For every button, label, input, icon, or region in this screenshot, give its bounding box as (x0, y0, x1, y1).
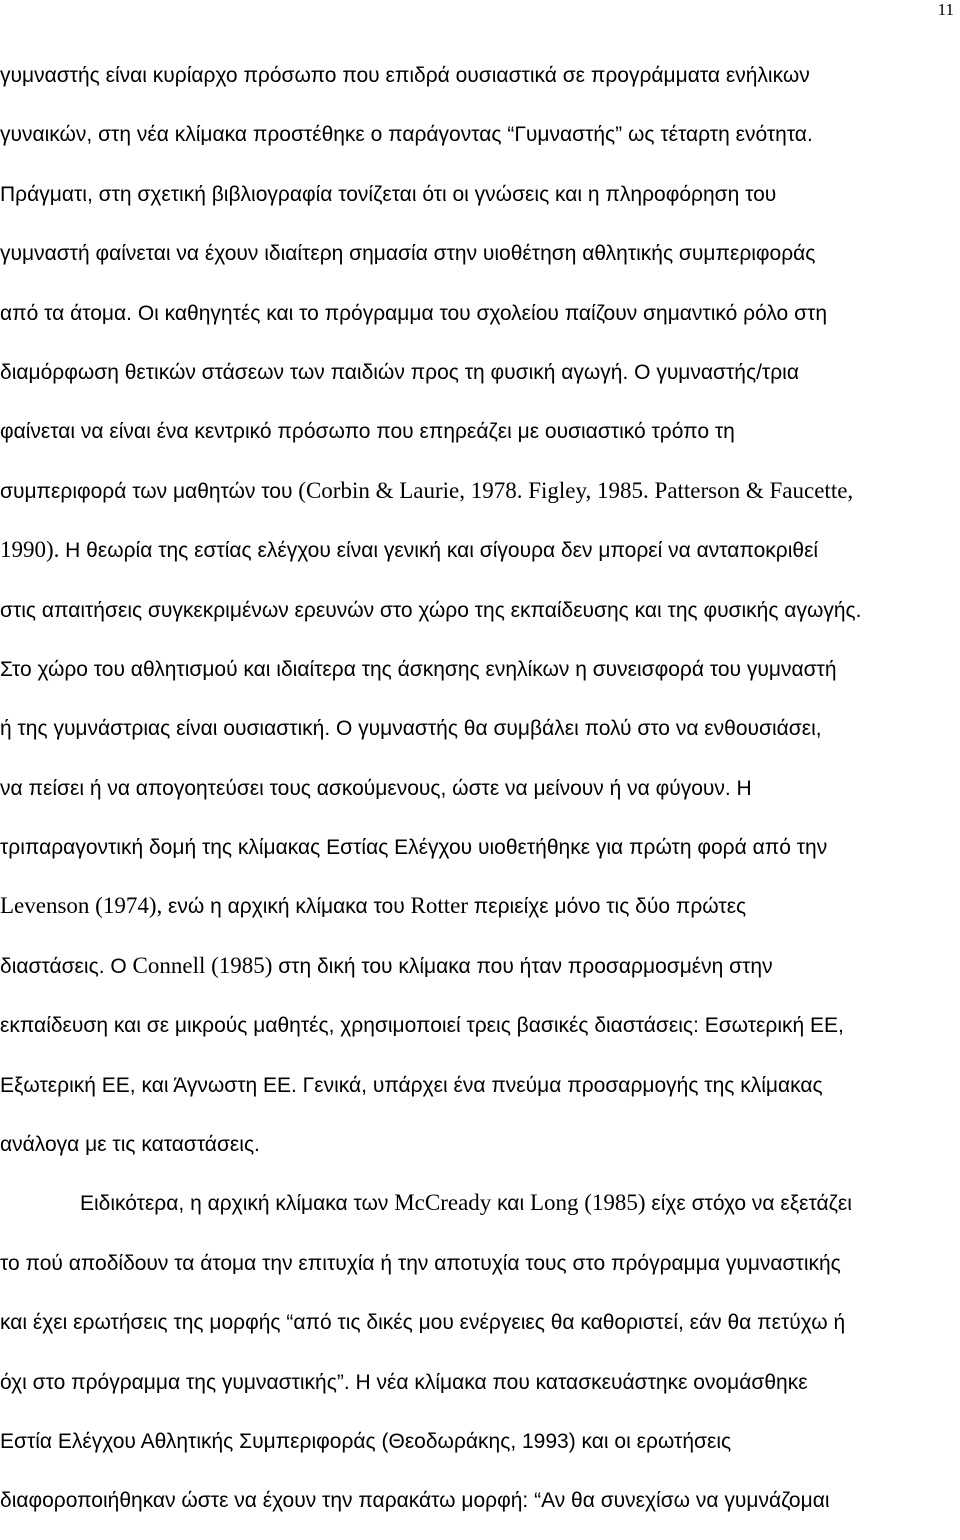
text-line (0, 411, 960, 470)
text-line (0, 530, 960, 589)
document-body (0, 55, 960, 1540)
text-segment: Connell (1985) (132, 952, 279, 978)
text-segment: και (497, 1192, 530, 1216)
text-segment: γυναικών, στη νέα κλίμακα προστέθηκε ο παράγοντας “Γυμναστής” ως τέταρτη ενότητα. (0, 123, 813, 147)
text-line (0, 293, 960, 352)
text-line (0, 55, 960, 114)
text-segment: φαίνεται να είναι ένα κεντρικό πρόσωπο που επηρεάζει με ουσιαστικό τρόπο τη (0, 420, 735, 444)
text-segment: γυμναστή φαίνεται να έχουν ιδιαίτερη σημασία στην υιοθέτηση αθλητικής συμπεριφοράς (0, 242, 816, 266)
text-line (0, 649, 960, 708)
text-segment: είχε στόχο να εξετάζει (651, 1192, 852, 1216)
text-segment: McCready (394, 1190, 498, 1216)
text-segment: εκπαίδευση και σε μικρούς μαθητές, χρησιμοποιεί τρεις βασικές διαστάσεις: Εσωτερική ΕΕ, (0, 1014, 844, 1038)
text-segment: ή της γυμνάστριας είναι ουσιαστική. Ο γυμναστής θα συμβάλει πολύ στο να ενθουσιάσει, (0, 717, 822, 741)
text-segment: (Corbin & Laurie, 1978. Figley, 1985. Patterson & Faucette, (298, 477, 854, 503)
text-segment: ανάλογα με τις καταστάσεις. (0, 1133, 260, 1157)
text-line (0, 768, 960, 827)
text-line (0, 471, 960, 530)
text-segment: διαφοροποιήθηκαν ώστε να έχουν την παρακάτω μορφή: “Αν θα συνεχίσω να γυμνάζομαι (0, 1489, 830, 1513)
text-segment: Πράγματι, στη σχετική βιβλιογραφία τονίζεται ότι οι γνώσεις και η πληροφόρηση του (0, 182, 777, 206)
text-segment: να πείσει ή να απογοητεύσει τους ασκούμενους, ώστε να μείνουν ή να φύγουν. Η (0, 776, 752, 800)
text-line (0, 1124, 960, 1183)
text-segment: Στο χώρο του αθλητισμού και ιδιαίτερα της άσκησης ενηλίκων η συνεισφορά του γυμναστή (0, 657, 837, 681)
text-line (0, 1005, 960, 1064)
text-segment: Rotter (410, 893, 474, 919)
text-line (0, 352, 960, 411)
text-segment: και έχει ερωτήσεις της μορφής “από τις δικές μου ενέργειες θα καθοριστεί, εάν θα πετύχω ή (0, 1311, 846, 1335)
text-line (0, 827, 960, 886)
text-line (0, 708, 960, 767)
text-line (0, 233, 960, 292)
text-line (0, 1302, 960, 1361)
text-line (0, 886, 960, 945)
text-line (0, 174, 960, 233)
page-number: 11 (937, 0, 954, 19)
text-line (0, 114, 960, 173)
text-segment: διαμόρφωση θετικών στάσεων των παιδιών προς τη φυσική αγωγή. Ο γυμναστής/τρια (0, 360, 799, 384)
text-segment: ενώ η αρχική κλίμακα του (168, 895, 411, 919)
text-segment: όχι στο πρόγραμμα της γυμναστικής”. Η νέα κλίμακα που κατασκευάστηκε ονομάσθηκε (0, 1370, 808, 1394)
text-segment: συμπεριφορά των μαθητών του (0, 479, 299, 503)
text-segment: περιείχε μόνο τις δύο πρώτες (473, 895, 747, 919)
text-line (0, 1243, 960, 1302)
text-line (0, 590, 960, 649)
text-segment: Εξωτερική ΕΕ, και Άγνωστη ΕΕ. Γενικά, υπάρχει ένα πνεύμα προσαρμογής της κλίμακας (0, 1073, 823, 1097)
text-line (0, 1183, 960, 1242)
text-line (0, 946, 960, 1005)
text-segment: 1990). (0, 537, 66, 563)
text-segment: Η θεωρία της εστίας ελέγχου είναι γενική και σίγουρα δεν μπορεί να ανταποκριθεί (65, 539, 819, 563)
text-line (0, 1065, 960, 1124)
text-segment: στις απαιτήσεις συγκεκριμένων ερευνών στο χώρο της εκπαίδευσης και της φυσικής αγωγής. (0, 598, 862, 622)
text-line (0, 1480, 960, 1539)
text-segment: το πού αποδίδουν τα άτομα την επιτυχία ή την αποτυχία τους στο πρόγραμμα γυμναστικής (0, 1251, 841, 1275)
text-segment: Long (1985) (529, 1190, 652, 1216)
text-segment: γυμναστής είναι κυρίαρχο πρόσωπο που επιδρά ουσιαστικά σε προγράμματα ενήλικων (0, 64, 810, 87)
text-line (0, 1362, 960, 1421)
text-segment: διαστάσεις. Ο (0, 954, 133, 978)
text-segment: Levenson (1974), (0, 893, 168, 919)
text-segment: στη δική του κλίμακα που ήταν προσαρμοσμένη στην (278, 954, 773, 978)
text-segment: τριπαραγοντική δομή της κλίμακας Εστίας Ελέγχου υιοθετήθηκε για πρώτη φορά από την (0, 836, 828, 860)
text-segment: Ειδικότερα, η αρχική κλίμακα των (80, 1192, 395, 1216)
text-line (0, 1421, 960, 1480)
text-segment: Εστία Ελέγχου Αθλητικής Συμπεριφοράς (Θεοδωράκης, 1993) και οι ερωτήσεις (0, 1429, 732, 1453)
text-segment: από τα άτομα. Οι καθηγητές και το πρόγραμμα του σχολείου παίζουν σημαντικό ρόλο στη (0, 301, 828, 325)
